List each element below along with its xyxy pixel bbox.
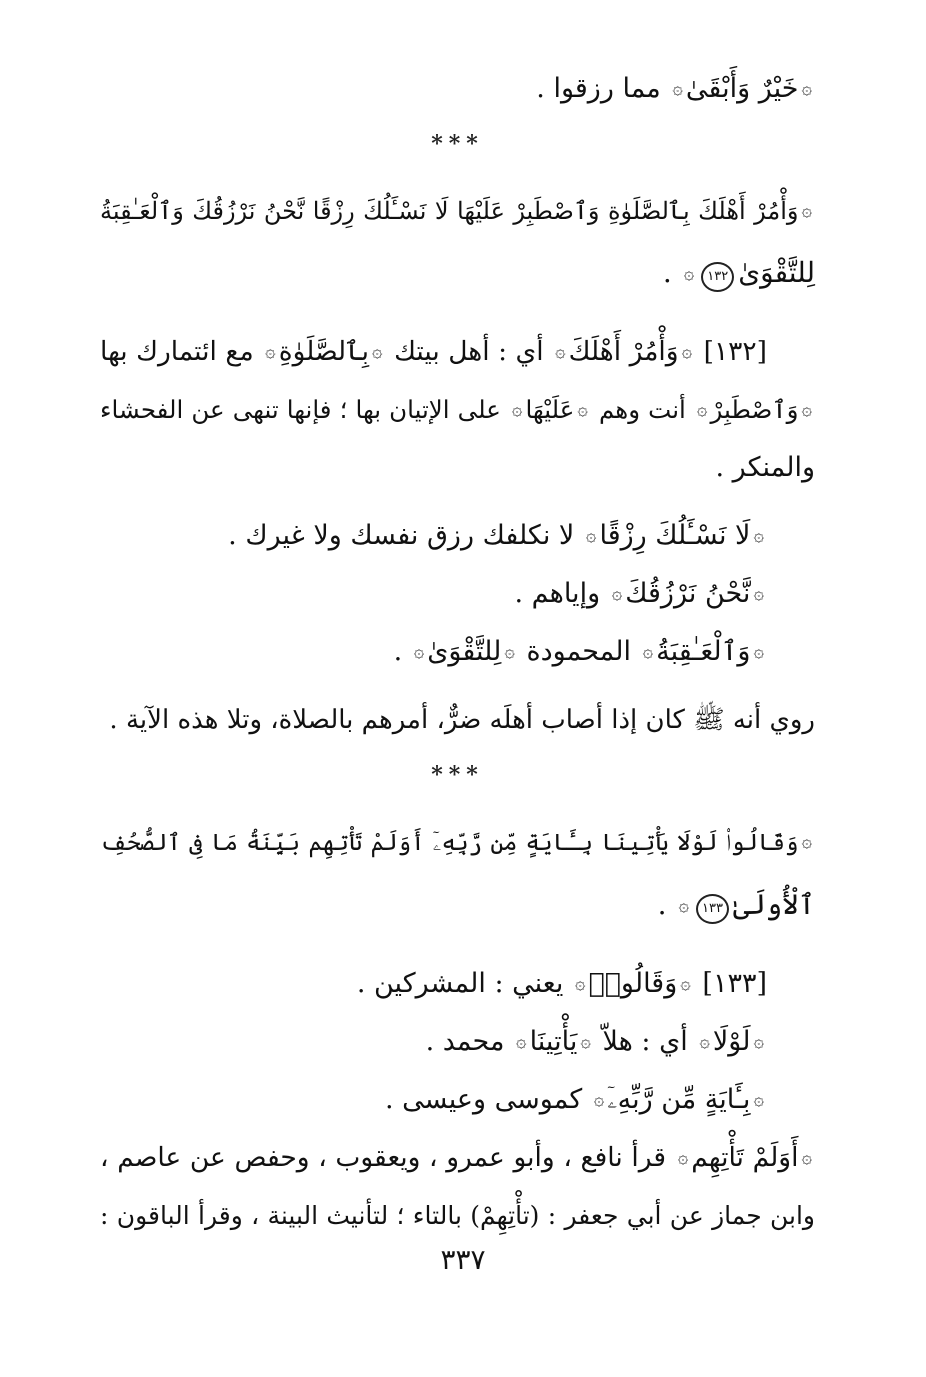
bracket-ornament-icon: ۞ (677, 1147, 689, 1168)
commentary-line (100, 323, 815, 381)
commentary-text: يعني : المشركين . (356, 968, 564, 999)
bracket-ornament-icon: ۞ (753, 1089, 764, 1110)
section-separator: *** (431, 762, 484, 788)
commentary-line (100, 565, 815, 623)
quran-quote: وَٱلْعَـٰقِبَةُ (656, 636, 751, 667)
commentary-text: وابن جماز عن أبي جعفر : (تأْتِهِمْ) بالتاء ؛ لتأنيث البينة ، وقرأ الباقون : (100, 1201, 815, 1230)
verse-number-badge: ١٣٢ (701, 262, 734, 292)
page-body (100, 60, 815, 1245)
bracket-ornament-icon: ۞ (801, 831, 812, 852)
verse-line (100, 811, 815, 874)
commentary-text: أي : هلاّ (602, 1026, 688, 1057)
bracket-ornament-icon: ۞ (683, 263, 695, 284)
verse-line (100, 874, 815, 937)
commentary-text: أي : أهل بيتك (394, 336, 544, 367)
commentary-line (100, 1013, 815, 1071)
commentary-line (100, 1187, 815, 1245)
commentary-line (100, 439, 815, 497)
punctuation: . (657, 888, 667, 921)
commentary-text: والمنكر . (715, 452, 815, 483)
commentary-text: المحمودة (526, 636, 631, 667)
bracket-ornament-icon: ۞ (801, 78, 812, 99)
quran-quote: لَوْلَا (712, 1026, 751, 1057)
bracket-ornament-icon: ۞ (577, 399, 588, 420)
verse-text: لِلتَّقْوَىٰ (738, 256, 815, 289)
quran-quote: أَوَلَمْ تَأْتِهِم (691, 1142, 799, 1173)
narration-line (100, 691, 815, 749)
bracket-ornament-icon: ۞ (681, 341, 693, 362)
commentary-line (100, 623, 815, 681)
quran-quote: بِٱلصَّلَوٰةِ (278, 336, 370, 367)
bracket-ornament-icon: ۞ (585, 525, 597, 546)
quran-quote: وَقَالُوا۟ (588, 968, 678, 999)
punctuation: . (662, 256, 672, 289)
commentary-text: وإياهم . (514, 578, 601, 609)
commentary-line (100, 955, 815, 1013)
commentary-text: لا نكلفك رزق نفسك ولا غيرك . (228, 520, 575, 551)
commentary-text: مما رزقوا . (536, 73, 661, 104)
bracket-ornament-icon: ۞ (511, 399, 523, 420)
verse-text: ٱلْأُولَىٰ (732, 888, 815, 921)
quran-quote: لَا نَسْـَٔلُكَ رِزْقًا (599, 520, 751, 551)
quran-quote: يَأْتِينَا (529, 1026, 578, 1057)
bracket-ornament-icon: ۞ (696, 399, 708, 420)
bracket-ornament-icon: ۞ (413, 641, 425, 662)
bracket-ornament-icon: ۞ (580, 1031, 591, 1052)
bracket-ornament-icon: ۞ (680, 973, 691, 994)
quran-quote: خَيْرٌ وَأَبْقَىٰ (685, 73, 799, 104)
commentary-number: [١٣٣] (702, 968, 767, 999)
punctuation: . (393, 636, 403, 667)
bracket-ornament-icon: ۞ (699, 1031, 710, 1052)
page-number: ٣٣٧ (440, 1243, 486, 1276)
commentary-line (100, 381, 815, 439)
verse-text: وَأْمُرْ أَهْلَكَ بِٱلصَّلَوٰةِ وَٱصْطَبِرْ عَلَيْهَا لَا نَسْـَٔلُكَ رِزْقًا نَّحْنُ نَرْزُقُكَ وَٱلْعَـٰقِبَةُ (100, 197, 799, 225)
bracket-ornament-icon: ۞ (801, 399, 813, 420)
quran-quote: وَأْمُرْ أَهْلَكَ (568, 336, 679, 367)
bracket-ornament-icon: ۞ (265, 341, 276, 362)
quran-quote: بِـَٔايَةٍ مِّن رَّبِّهِۦٓ (607, 1084, 751, 1115)
quran-quote: لِلتَّقْوَىٰ (427, 636, 502, 667)
bracket-ornament-icon: ۞ (753, 583, 764, 604)
bracket-ornament-icon: ۞ (611, 583, 623, 604)
commentary-text: كموسى وعيسى . (385, 1084, 583, 1115)
commentary-text: مع ائتمارك بها (100, 336, 254, 367)
bracket-ornament-icon: ۞ (678, 895, 690, 916)
bracket-ornament-icon: ۞ (801, 200, 812, 221)
narration-text: روي أنه ﷺ كان إذا أصاب أهلَه ضرٌّ، أمرهم بالصلاة، وتلا هذه الآية . (109, 705, 815, 735)
bracket-ornament-icon: ۞ (504, 641, 515, 662)
verse-line (100, 180, 815, 242)
verse-number-badge: ١٣٣ (696, 894, 729, 924)
text-line (100, 60, 815, 118)
bracket-ornament-icon: ۞ (753, 641, 764, 662)
verse-text: وَقَالُوا۟ لَوْلَا يَأْتِينَا بِـَٔايَةٍ مِّن رَّبِّهِۦٓ أَوَلَمْ تَأْتِهِم بَيِّنَةُ مَا فِى ٱلصُّحُفِ (100, 830, 799, 856)
bracket-ornament-icon: ۞ (801, 1147, 812, 1168)
quran-quote: وَٱصْطَبِرْ (710, 395, 799, 424)
bracket-ornament-icon: ۞ (372, 341, 383, 362)
bracket-ornament-icon: ۞ (672, 78, 683, 99)
bracket-ornament-icon: ۞ (555, 341, 566, 362)
bracket-ornament-icon: ۞ (642, 641, 654, 662)
commentary-text: قرأ نافع ، وأبو عمرو ، ويعقوب ، وحفص عن عاصم ، (100, 1142, 667, 1173)
quran-quote: نَّحْنُ نَرْزُقُكَ (625, 578, 751, 609)
section-separator: *** (431, 131, 484, 157)
commentary-line (100, 1071, 815, 1129)
quran-quote: عَلَيْهَا (525, 395, 575, 424)
bracket-ornament-icon: ۞ (753, 1031, 764, 1052)
bracket-ornament-icon: ۞ (574, 973, 586, 994)
commentary-text: أنت وهم (599, 395, 686, 424)
verse-line (100, 242, 815, 305)
commentary-line (100, 1129, 815, 1187)
commentary-text: على الإتيان بها ؛ فإنها تنهى عن الفحشاء (100, 395, 501, 424)
commentary-line (100, 507, 815, 565)
bracket-ornament-icon: ۞ (593, 1089, 605, 1110)
bracket-ornament-icon: ۞ (753, 525, 764, 546)
commentary-number: [١٣٢] (703, 336, 767, 367)
bracket-ornament-icon: ۞ (516, 1031, 527, 1052)
commentary-text: محمد . (425, 1026, 505, 1057)
